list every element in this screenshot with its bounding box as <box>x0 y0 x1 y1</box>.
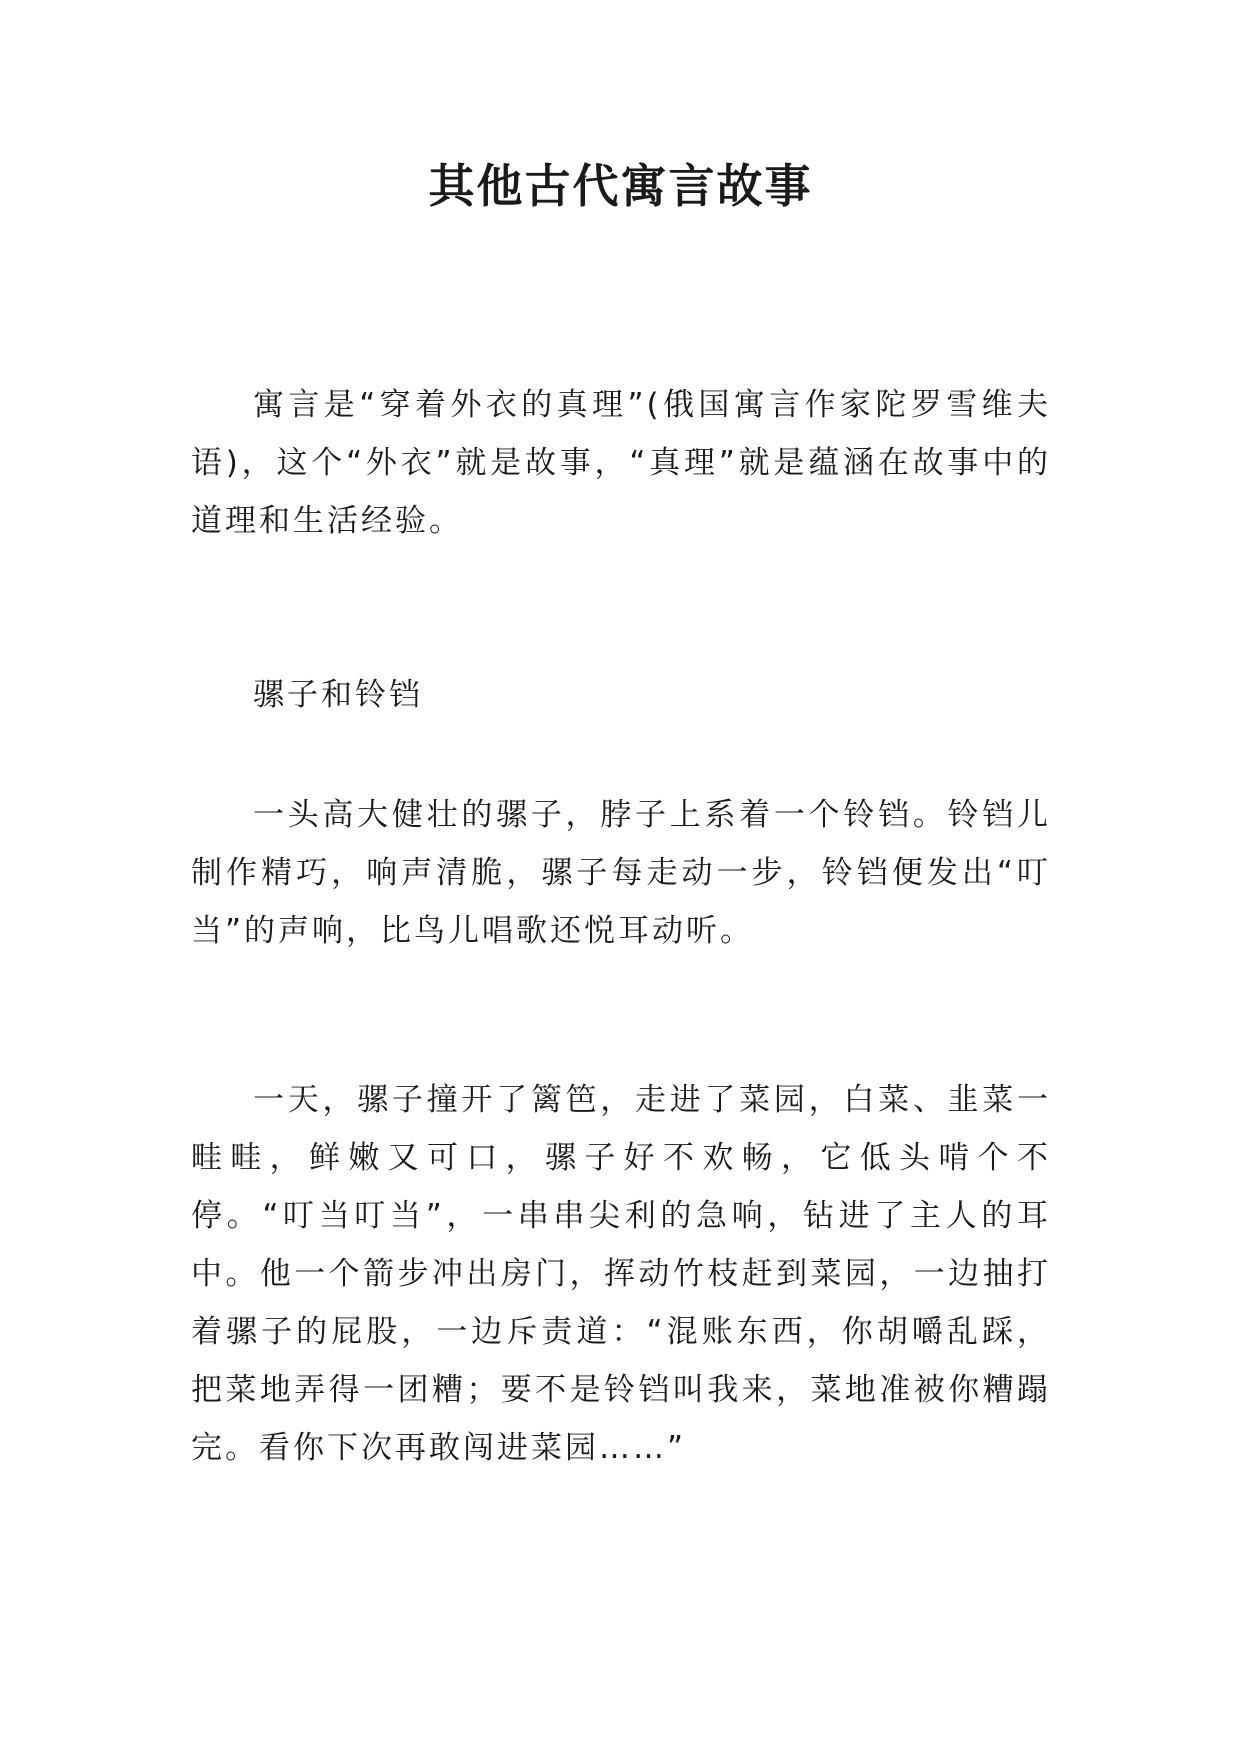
story-heading: 骡子和铃铛 <box>253 677 423 713</box>
story-paragraph: 一天，骡子撞开了篱笆，走进了菜园，白菜、韭菜一畦畦，鲜嫩又可口，骡子好不欢畅，它低头啃个不停。“叮当叮当”，一串串尖利的急响，钻进了主人的耳中。他一个箭步冲出房门，挥动竹枝赶到菜园，一边抽打着骡子的屁股，一边斥责道：“混账东西，你胡嚼乱踩，把菜地弄得一团糟；要不是铃铛叫我来，菜地准被你糟蹋完。看你下次再敢闯进菜园……” <box>191 1082 1051 1466</box>
intro-paragraph: 寓言是“穿着外衣的真理”(俄国寓言作家陀罗雪维夫语)，这个“外衣”就是故事，“真理”就是蕴涵在故事中的道理和生活经验。 <box>191 387 1051 539</box>
document-title: 其他古代寓言故事 <box>428 159 813 213</box>
story-paragraph: 一头高大健壮的骡子，脖子上系着一个铃铛。铃铛儿制作精巧，响声清脆，骡子每走动一步，铃铛便发出“叮当”的声响，比鸟儿唱歌还悦耳动听。 <box>191 797 1051 949</box>
